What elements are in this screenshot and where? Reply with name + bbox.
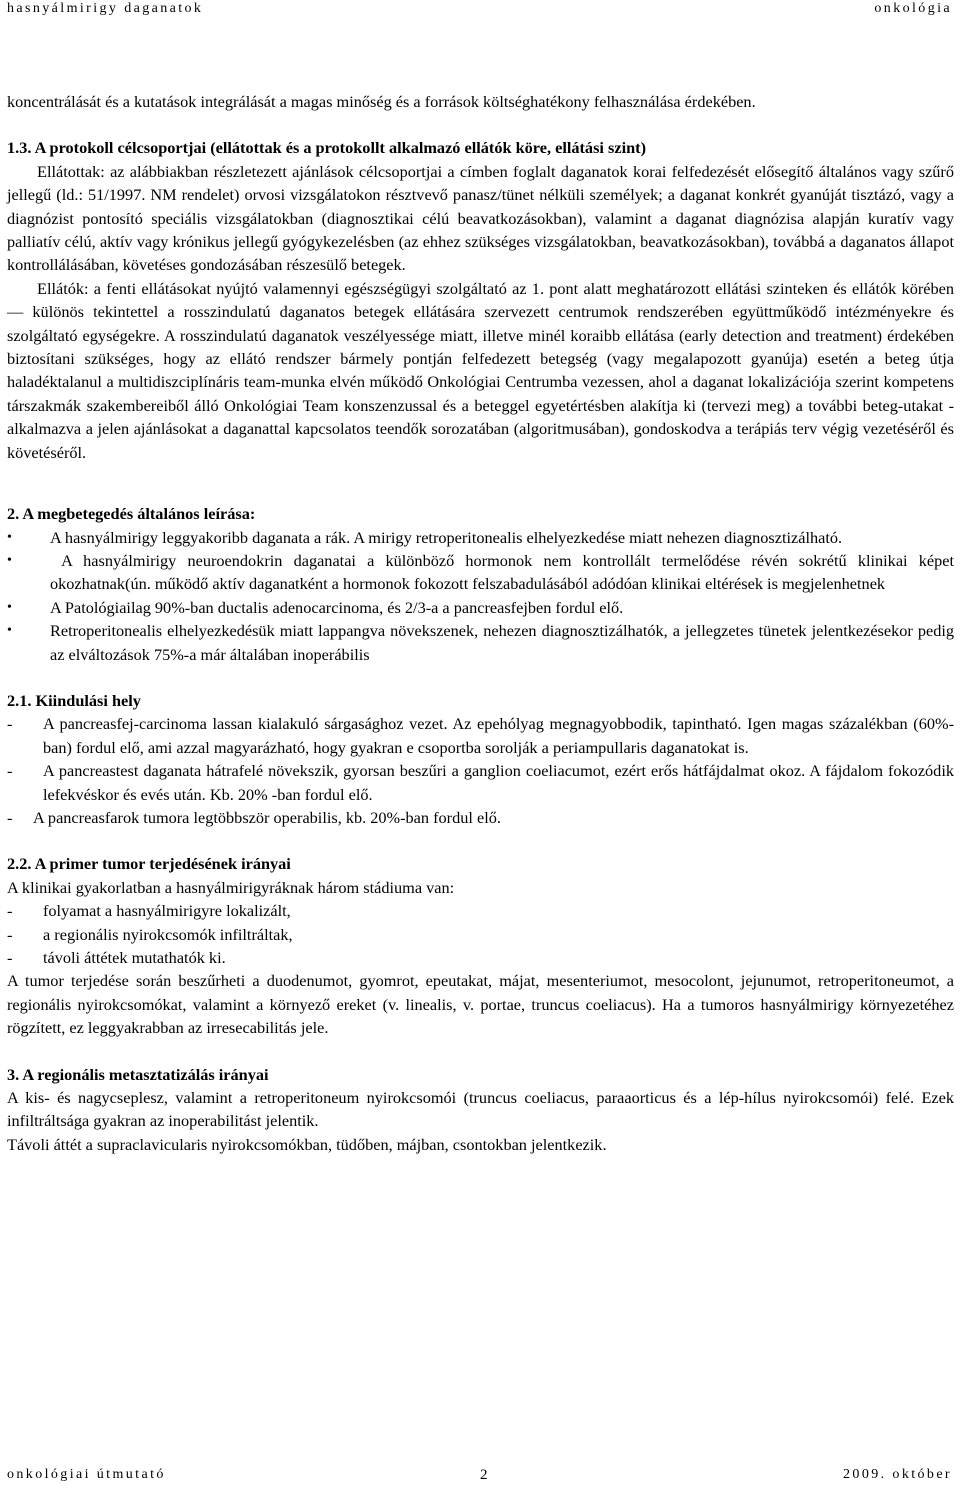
dash-marker: - (7, 761, 13, 781)
bullet-text: A Patológiailag 90%-ban ductalis adenocarcinoma, és 2/3-a a pancreasfejben fordul elő. (50, 597, 624, 617)
section-2-1-title: 2.1. Kiindulási hely (7, 690, 141, 710)
section-1-3-paragraph-2: Ellátók: a fenti ellátásokat nyújtó valamennyi egészségügyi szolgáltató az 1. pont alatt meghatározott ellátási szinteken és ellátók körében — különös tekintettel a rosszindulatú daganatos betegek ellátására szervezett centrumok rendszerében együttműködő intézményekre és szolgáltató egységekre. A rosszindulatú daganatok veszélyessége miatt, illetve minél koraibb ellátása (early detection and treatment) érdekében biztosítani szükséges, hogy az ellátó rendszer bármely pontján felfedezett betegség (vagy megalapozott gyanúja) esetén a beteg útja haladéktalanul a multidiszciplínáris team-munka elvén működő Onkológiai Centrumba vezessen, ahol a daganat lokalizációja szerint kompetens társzakmák szakembereiből álló Onkológiai Team konszenzussal és a beteggel egyetértésben alakítja ki (tervezi meg) a további beteg-utakat - alkalmazva a jelen ajánlásokat a daganattal kapcsolatos teendők sorozatában (algoritmusában), gondoskodva a terápiás terv végig vezetéséről és követéséről. (7, 278, 954, 462)
section-3-paragraph-1: A kis- és nagycseplesz, valamint a retroperitoneum nyirokcsomói (truncus coeliacus, paraaorticus és a lép-hílus nyirokcsomói) felé. Ezek infiltráltsága gyakran az inoperabilitást jelentik. (7, 1088, 954, 1131)
page-header (7, 0, 952, 18)
dash-marker: - (7, 948, 13, 967)
dash-marker: - (7, 807, 13, 827)
document-body (7, 90, 959, 1156)
dash-marker: - (7, 901, 13, 921)
dash-text: A pancreasfej-carcinoma lassan kialakuló sárgasághoz vezet. Az epehólyag megnagyobbodik, tapintható. Igen magas százalékban (60%-ban) fordul elő, ami azzal magyarázható, hogy gyakran e csoportba sorolják a periampullaris daganatokat is. (43, 714, 954, 757)
dash-text: A pancreastest daganata hátrafelé növekszik, gyorsan beszűri a ganglion coeliacumot, ezért erős hátfájdalmat okoz. A fájdalom fokozódik lefekvéskor és evés után. Kb. 20% -ban fordul elő. (43, 761, 954, 804)
section-3-title: 3. A regionális metasztatizálás irányai (7, 1064, 269, 1084)
section-2-2-intro: A klinikai gyakorlatban a hasnyálmirigyráknak három stádiuma van: (7, 877, 455, 897)
section-2-2-stage-list (7, 899, 954, 969)
bullet-icon: • (7, 529, 12, 545)
list-item (7, 923, 954, 946)
header-left: hasnyálmirigy daganatok (7, 1, 204, 16)
section-3-paragraph-2: Távoli áttét a supraclavicularis nyirokcsomókban, tüdőben, májban, csontokban jelentkezik. (7, 1134, 607, 1154)
dash-marker: - (7, 714, 13, 734)
footer-right: 2009. október (843, 1467, 952, 1482)
bullet-text: A hasnyálmirigy leggyakoribb daganata a rák. A mirigy retroperitonealis elhelyezkedése miatt nehezen diagnosztizálható. (50, 527, 843, 547)
list-item (7, 806, 954, 829)
section-1-3-paragraph-1: Ellátottak: az alábbiakban részletezett ajánlások célcsoportjai a címben foglalt daganatok korai felfedezését elősegítő általános vagy szűrő jellegű (ld.: 51/1997. NM rendelet) orvosi vizsgálatokon résztvevő panasz/tünet nélküli személyek; a daganat konkrét gyanúját tisztázó, vagy a diagnózist pontosító speciális vizsgálatokban (diagnosztikai célú beavatkozásokban), valamint a daganat diagnózisa alapján kuratív vagy palliatív célú, aktív vagy krónikus jellegű gyógykezelésben (az ehhez szükséges vizsgálatokban, beavatkozásokban), továbbá a daganatos állapot kontrollálásában, követéses gondozásában részesülő betegek. (7, 161, 954, 275)
list-item (7, 526, 954, 549)
bullet-icon: • (7, 623, 12, 639)
bullet-text: Retroperitonealis elhelyezkedésük miatt lappangva növekszenek, nehezen diagnosztizálhatók, a jellegzetes tünetek jelentkezésekor pedig az elváltozások 75%-a már általában inoperábilis (50, 621, 954, 664)
bullet-icon: • (7, 599, 12, 615)
section-2-title: 2. A megbetegedés általános leírása: (7, 504, 256, 524)
list-item (7, 759, 954, 806)
section-2-2-paragraph: A tumor terjedése során beszűrheti a duodenumot, gyomrot, epeutakat, májat, mesenteriumot, mesocolont, jejunumot, retroperitoneumot, a regionális nyirokcsomókat, valamint a környező ereket (v. linealis, v. portae, truncus coeliacus). Ha a tumoros hasnyálmirigy környezetéhez rögzített, ez leggyakrabban az irresecabilitás jele. (7, 971, 954, 1038)
footer-left: onkológiai útmutató (7, 1467, 166, 1482)
dash-marker: - (7, 924, 13, 944)
header-right: onkológia (874, 1, 952, 16)
stage-text: a regionális nyirokcsomók infiltráltak, (43, 924, 293, 944)
list-item (7, 619, 954, 666)
page-number: 2 (480, 1467, 488, 1483)
bullet-text: A hasnyálmirigy neuroendokrin daganatai a különböző hormonok nem kontrollált termelődése révén sokrétű klinikai képet okozhatnak(ún. működő aktív daganatként a hormonok fokozott felszabadulásából adódóan klinikai eltérések is megjelenhetnek (50, 550, 959, 594)
stage-text: folyamat a hasnyálmirigyre lokalizált, (43, 901, 291, 921)
section-2-2-title: 2.2. A primer tumor terjedésének irányai (7, 854, 291, 874)
section-2-bullet-list (7, 526, 959, 666)
section-1-3-title: 1.3. A protokoll célcsoportjai (ellátottak és a protokollt alkalmazó ellátók köre, ellátási szint) (7, 138, 646, 158)
list-item (7, 899, 954, 922)
list-item (7, 549, 959, 596)
stage-text: távoli áttétek mutathatók ki. (43, 948, 226, 967)
section-2-1-dash-list (7, 712, 954, 829)
list-item (7, 946, 954, 969)
list-item (7, 712, 954, 759)
page-footer (7, 1466, 952, 1484)
bullet-icon: • (7, 552, 12, 568)
list-item (7, 596, 954, 619)
intro-paragraph: koncentrálását és a kutatások integrálását a magas minőség és a források költséghatékony felhasználása érdekében. (7, 92, 756, 111)
dash-text: A pancreasfarok tumora legtöbbször operabilis, kb. 20%-ban fordul elő. (33, 807, 501, 827)
